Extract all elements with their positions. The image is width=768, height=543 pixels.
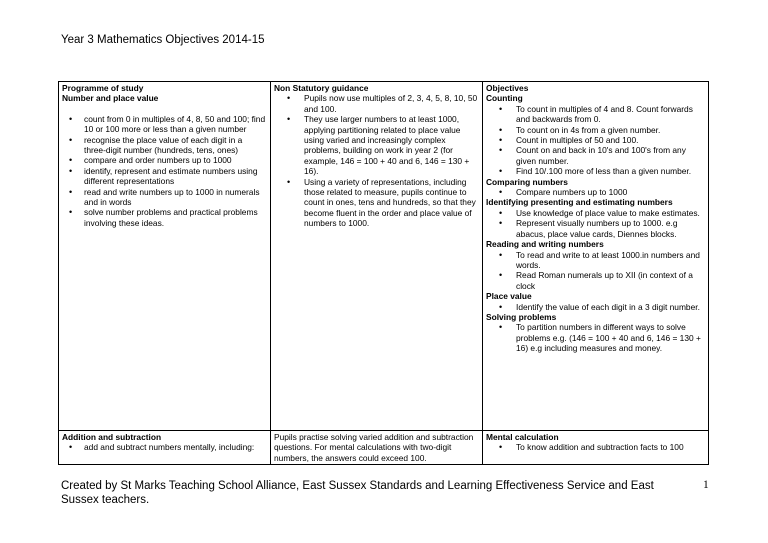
col-header-objectives: Objectives bbox=[486, 83, 529, 93]
objective-list bbox=[486, 208, 704, 239]
list-item: • compare and order numbers up to 1000 bbox=[62, 155, 266, 165]
objective-group-title: Comparing numbers bbox=[486, 176, 568, 187]
list-item: • Read Roman numerals up to XII (in context of a clock bbox=[486, 270, 704, 291]
objectives-table bbox=[58, 81, 709, 465]
objective-group-title: Identifying presenting and estimating numbers bbox=[486, 197, 673, 208]
objective-list bbox=[486, 187, 704, 197]
programme-title: Addition and subtraction bbox=[62, 432, 162, 442]
list-item: • recognise the place value of each digit in a three-digit number (hundreds, tens, ones) bbox=[62, 135, 266, 156]
guidance-text: Pupils practise solving varied addition and subtraction questions. For mental calculations with two-digit numbers, the answers could exceed 100. bbox=[274, 432, 474, 463]
objectives-cell bbox=[483, 82, 709, 431]
list-item: • They use larger numbers to at least 1000, applying partitioning related to place value using varied and increasingly complex problems, building on work in year 2 (for example, 146 = 100 + 40 and 6, 146 = 130 + 16). bbox=[274, 114, 478, 176]
list-item: • Find 10/.100 more of less than a given number. bbox=[486, 166, 704, 176]
list-item: • Count on and back in 10's and 100's from any given number. bbox=[486, 145, 704, 166]
list-item: • To count in multiples of 4 and 8. Count forwards and backwards from 0. bbox=[486, 104, 704, 125]
page-header: Year 3 Mathematics Objectives 2014-15 bbox=[61, 34, 265, 46]
col-header-programme: Programme of study bbox=[62, 83, 144, 93]
footer-text: Created by St Marks Teaching School Alliance, East Sussex Standards and Learning Effectiveness Service and East Sussex teachers. bbox=[61, 480, 654, 506]
objective-list bbox=[486, 302, 704, 312]
guidance-list bbox=[274, 93, 478, 228]
list-item: • count from 0 in multiples of 4, 8, 50 and 100; find 10 or 100 more or less than a given number bbox=[62, 114, 266, 135]
objective-list bbox=[486, 322, 704, 353]
objective-group-title: Reading and writing numbers bbox=[486, 239, 604, 250]
list-item: • Count in multiples of 50 and 100. bbox=[486, 135, 704, 145]
list-item: • add and subtract numbers mentally, including: bbox=[62, 442, 266, 452]
list-item: • To count on in 4s from a given number. bbox=[486, 125, 704, 135]
list-item: • solve number problems and practical problems involving these ideas. bbox=[62, 207, 266, 228]
objective-group-title: Counting bbox=[486, 93, 523, 104]
col-header-guidance: Non Statutory guidance bbox=[274, 83, 369, 93]
objective-list bbox=[486, 104, 704, 177]
programme-cell bbox=[59, 431, 271, 465]
objective-list bbox=[486, 442, 704, 452]
guidance-cell bbox=[271, 431, 483, 465]
objective-group-title: Solving problems bbox=[486, 311, 557, 322]
programme-cell bbox=[59, 82, 271, 431]
page-number: 1 bbox=[703, 479, 709, 491]
programme-list bbox=[62, 442, 266, 452]
objectives-cell bbox=[483, 431, 709, 465]
list-item: • Represent visually numbers up to 1000. e.g abacus, place value cards, Diennes blocks. bbox=[486, 218, 704, 239]
list-item: • Compare numbers up to 1000 bbox=[486, 187, 704, 197]
list-item: • identify, represent and estimate numbers using different representations bbox=[62, 166, 266, 187]
list-item: • To partition numbers in different ways to solve problems e.g. (146 = 100 + 40 and 6, 146 = 130 + 16) e.g including measures and money. bbox=[486, 322, 704, 353]
list-item: • To know addition and subtraction facts to 100 bbox=[486, 442, 704, 452]
list-item: • Using a variety of representations, including those related to measure, pupils continue to count in ones, tens and hundreds, so that they become fluent in the order and place value of numbers to 1000. bbox=[274, 177, 478, 229]
table-row bbox=[59, 431, 709, 465]
programme-list bbox=[62, 114, 266, 228]
list-item: • Identify the value of each digit in a 3 digit number. bbox=[486, 302, 704, 312]
list-item: • Use knowledge of place value to make estimates. bbox=[486, 208, 704, 218]
list-item: • To read and write to at least 1000.in numbers and words. bbox=[486, 250, 704, 271]
list-item: • Pupils now use multiples of 2, 3, 4, 5, 8, 10, 50 and 100. bbox=[274, 93, 478, 114]
table-row bbox=[59, 82, 709, 431]
list-item: • read and write numbers up to 1000 in numerals and in words bbox=[62, 187, 266, 208]
programme-title: Number and place value bbox=[62, 93, 159, 104]
objective-list bbox=[486, 250, 704, 292]
objective-group-title: Place value bbox=[486, 291, 532, 302]
guidance-cell bbox=[271, 82, 483, 431]
objective-group-title: Mental calculation bbox=[486, 432, 559, 442]
